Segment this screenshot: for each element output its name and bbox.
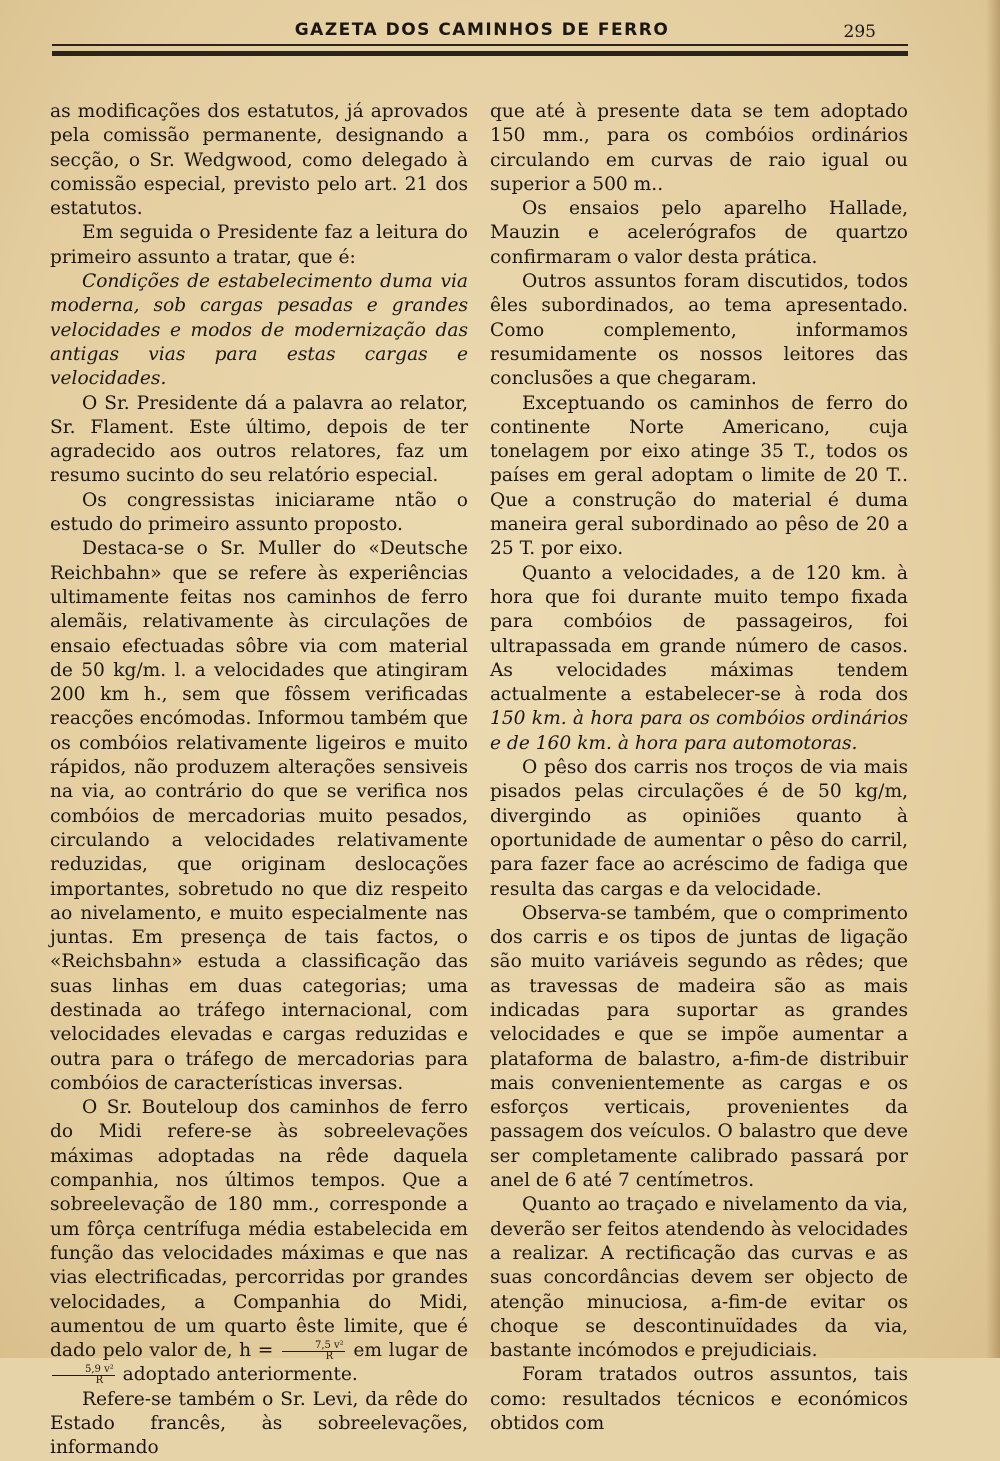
paragraph: Os congressistas iniciarame ntão o estudo do primeiro assunto proposto. <box>50 489 468 536</box>
paragraph: Observa-se também, que o comprimento dos carris e os tipos de juntas de ligação são muito variáveis segundo as rêdes; que as travessas de madeira são as mais indicadas para suportar as grandes velocidades e que se impõe aumentar a plataforma de balastro, a-fim-de distribuir mais convenientemente as cargas e os esforços verticais, provenientes da passagem dos veículos. O balastro que deve ser completamente calibrado passará por anel de 6 até 7 centímetros. <box>490 902 908 1192</box>
formula-fraction-1 <box>282 1341 345 1362</box>
italic-speeds: 150 km. à hora para os combóios ordinários e de 160 km. à hora para automotoras. <box>490 708 908 754</box>
right-column <box>490 100 908 1436</box>
fraction-denominator: R <box>325 1350 334 1362</box>
paragraph: Em seguida o Presidente faz a leitura do primeiro assunto a tratar, que é: <box>50 222 468 268</box>
fraction-numerator: 7,5 v² <box>282 1341 345 1352</box>
paragraph: O pêso dos carris nos troços de via mais pisados pelas circulações é de 50 kg/m, divergindo as opiniões quanto à oportunidade de aumentar o pêso do carril, para fazer face ao acréscimo de fadiga que resulta das cargas e da velocidade. <box>490 757 908 900</box>
paragraph <box>490 562 908 756</box>
page-number: 295 <box>843 22 876 42</box>
header-rule-thick <box>52 51 908 56</box>
paragraph: Quanto ao traçado e nivelamento da via, deverão ser feitos atendendo às velocidades a realizar. A rectificação das curvas e as suas concordâncias devem ser objecto de atenção minuciosa, a-fim-de evitar os choque se descontinuïdades da via, bastante incómodos e prejudiciais. <box>490 1194 908 1362</box>
page-edge-shadow <box>986 0 1000 1358</box>
paragraph: Destaca-se o Sr. Muller do «Deutsche Reichbahn» que se refere às experiências ultimamente feitas nos caminhos de ferro alemãis, relativamente às circulações de ensaio efectuadas sôbre via com material de 50 kg/m. l. a velocidades que atingiram 200 km h., sem que fôssem verificadas reacções encómodas. Informou também que os combóios relativamente ligeiros e muito rápidos, não produzem alterações sensiveis na via, ao contrário do que se verifica nos combóios de mercadorias muito pesados, circulando a velocidades relativamente reduzidas, que originam deslocações importantes, sobretudo no que diz respeito ao nivelamento, e muito especialmente nas juntas. Em presença de tais factos, o «Reichsbahn» estuda a classificação das suas linhas em duas categorias; uma destinada ao tráfego internacional, com velocidades elevadas e cargas reduzidas e outra para o tráfego de mercadorias para combóios de características inversas. <box>50 538 468 1094</box>
paragraph: O Sr. Presidente dá a palavra ao relator, Sr. Flament. Este último, depois de ter agradecido aos outros relatores, faz um resumo sucinto do seu relatório especial. <box>50 392 468 487</box>
journal-title: GAZETA DOS CAMINHOS DE FERRO <box>294 20 670 40</box>
paragraph: que até à presente data se tem adoptado 150 mm., para os combóios ordinários circulando em curvas de raio igual ou superior a 500 m.. <box>490 101 908 195</box>
paragraph: Foram tratados outros assuntos, tais como: resultados técnicos e económicos obtidos com <box>490 1364 908 1435</box>
paragraph: Refere-se também o Sr. Levi, da rêde do Estado francês, às sobreelevações, informando <box>50 1388 468 1459</box>
paragraph-formula <box>50 1096 468 1388</box>
paragraph: Os ensaios pelo aparelho Hallade, Mauzin e acelerógrafos de quartzo confirmaram o valor desta prática. <box>490 198 908 268</box>
paragraph-text: Quanto a velocidades, a de 120 km. à hora que foi durante muito tempo fixada para combóios de passageiros, foi ultrapassada em grande número de casos. As velocidades máximas tendem actualmente a estabelecer-se à roda dos <box>490 562 908 706</box>
formula-text-start: O Sr. Bouteloup dos caminhos de ferro do Midi refere-se às sobreelevações máximas adoptadas na rêde daquela companhia, nos últimos tempos. Que a sobreelevação de 180 mm., corresponde a um fôrça centrífuga média estabelecida em função das velocidades máximas e que nas vias electrificadas, percorridas por grandes velocidades, a Companhia do Midi, aumentou de um quarto êste limite, que é dado pelo valor de, h = <box>50 1097 468 1362</box>
formula-text-end: adoptado anteriormente. <box>122 1364 358 1386</box>
paragraph: Outros assuntos foram discutidos, todos êles subordinados, ao tema apresentado. Como complemento, informamos resumidamente os nossos leitores das conclusões a que chegaram. <box>490 271 908 390</box>
fraction-numerator: 5,9 v² <box>52 1365 115 1376</box>
topic-statement: Condições de estabelecimento duma via moderna, sob cargas pesadas e grandes velocidades e modos de modernização das antigas vias para estas cargas e velocidades. <box>50 271 468 390</box>
left-column <box>50 100 468 1461</box>
formula-fraction-2 <box>52 1365 115 1386</box>
page-header <box>52 20 912 44</box>
paragraph: Exceptuando os caminhos de ferro do continente Norte Americano, cuja tonelagem por eixo atinge 35 T., todos os países em geral adoptam o limite de 20 T.. Que a construção do material é duma maneira geral subordinado ao pêso de 20 a 25 T. por eixo. <box>490 392 908 560</box>
formula-text-mid: em lugar de <box>353 1340 468 1362</box>
fraction-denominator: R <box>95 1374 104 1386</box>
header-rule-thin <box>52 44 908 46</box>
paragraph: as modificações dos estatutos, já aprovados pela comissão permanente, designando a secção, o Sr. Wedgwood, como delegado à comissão especial, previsto pelo art. 21 dos estatutos. <box>50 101 468 220</box>
